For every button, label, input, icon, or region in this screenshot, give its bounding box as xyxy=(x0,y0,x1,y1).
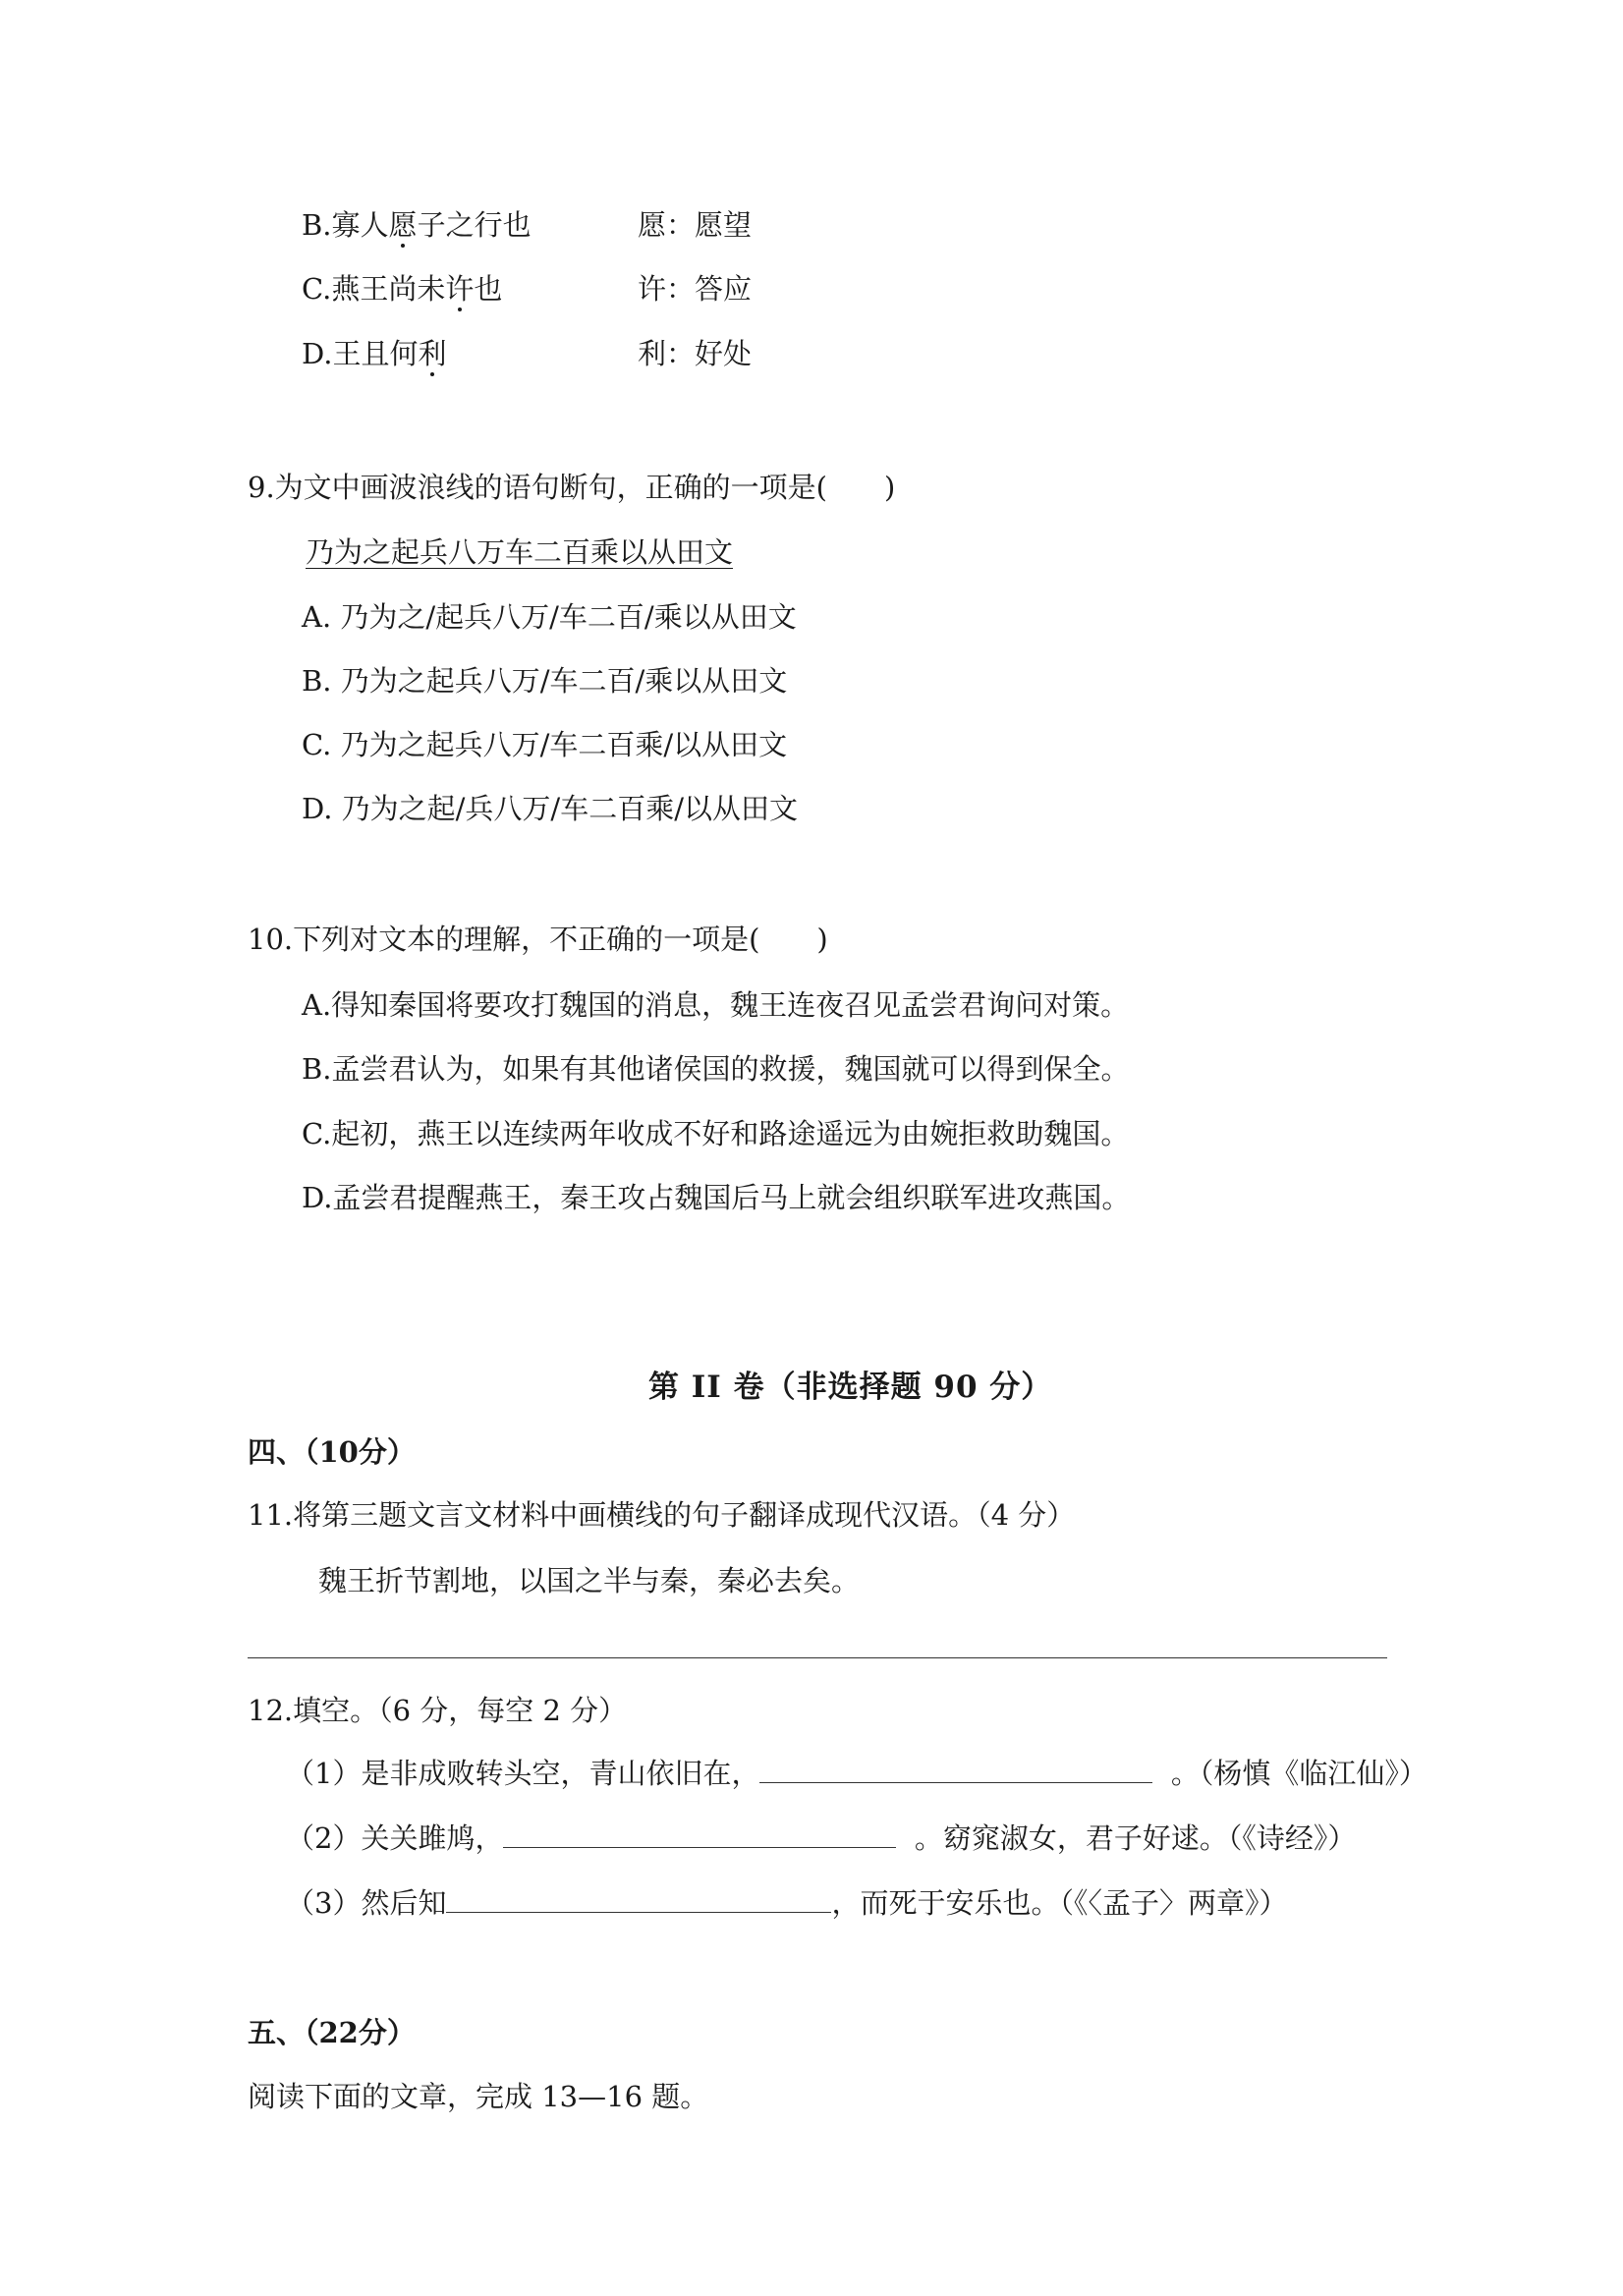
q8-option-d: D.王且何利 xyxy=(302,337,447,370)
emphasis-char: 许 xyxy=(445,272,475,306)
q12-stem: 12.填空。（6 分，每空 2 分） xyxy=(248,1694,628,1727)
q12-item-1: （1）是非成败转头空，青山依旧在， 。（杨慎《临江仙》） xyxy=(286,1757,1427,1790)
q11-sentence: 魏王折节割地，以国之半与秦，秦必去矣。 xyxy=(318,1564,861,1597)
q9-option-c: C. 乃为之起兵八万/车二百乘/以从田文 xyxy=(302,728,788,761)
section5-heading: 五、（22分） xyxy=(248,2016,416,2049)
q10-option-c: C.起初，燕王以连续两年收成不好和路途遥远为由婉拒救助魏国。 xyxy=(302,1117,1130,1150)
emphasis-char: 利 xyxy=(418,337,447,370)
section4-heading: 四、（10分） xyxy=(248,1435,416,1469)
q9-option-a: A. 乃为之/起兵八万/车二百/乘以从田文 xyxy=(302,600,797,634)
q8-gloss-c: 许：答应 xyxy=(638,272,753,306)
section5-intro: 阅读下面的文章，完成 13—16 题。 xyxy=(248,2080,709,2113)
q8-option-c: C.燕王尚未许也 xyxy=(302,272,503,306)
q11-answer-line[interactable] xyxy=(248,1657,1387,1658)
q10-stem: 10.下列对文本的理解，不正确的一项是( ) xyxy=(248,923,828,956)
q10-option-b: B.孟尝君认为，如果有其他诸侯国的救援，魏国就可以得到保全。 xyxy=(302,1052,1130,1086)
q10-option-d: D.孟尝君提醒燕王，秦王攻占魏国后马上就会组织联军进攻燕国。 xyxy=(302,1181,1131,1214)
q8-gloss-b: 愿：愿望 xyxy=(638,208,753,242)
q9-option-b: B. 乃为之起兵八万/车二百/乘以从田文 xyxy=(302,664,788,698)
q10-option-a: A.得知秦国将要攻打魏国的消息，魏王连夜召见孟尝君询问对策。 xyxy=(302,988,1130,1022)
fill-blank[interactable] xyxy=(759,1757,1152,1783)
part2-title: 第 II 卷（非选择题 90 分） xyxy=(648,1370,1053,1405)
q8-option-b: B.寡人愿子之行也 xyxy=(302,208,532,242)
fill-blank[interactable] xyxy=(503,1821,896,1848)
emphasis-char: 愿 xyxy=(388,208,418,242)
q8-gloss-d: 利：好处 xyxy=(638,337,753,370)
q9-sentence: 乃为之起兵八万车二百乘以从田文 xyxy=(306,535,734,569)
q9-option-d: D. 乃为之起/兵八万/车二百乘/以从田文 xyxy=(302,792,798,825)
fill-blank[interactable] xyxy=(446,1886,831,1913)
q9-stem: 9.为文中画波浪线的语句断句，正确的一项是( ) xyxy=(248,471,896,504)
q12-item-2: （2）关关雎鸠， 。窈窕淑女，君子好逑。（《诗经》） xyxy=(286,1821,1357,1855)
q11-stem: 11.将第三题文言文材料中画横线的句子翻译成现代汉语。（4 分） xyxy=(248,1498,1076,1532)
q12-item-3: （3）然后知 ，而死于安乐也。（《〈孟子〉两章》） xyxy=(286,1886,1288,1920)
